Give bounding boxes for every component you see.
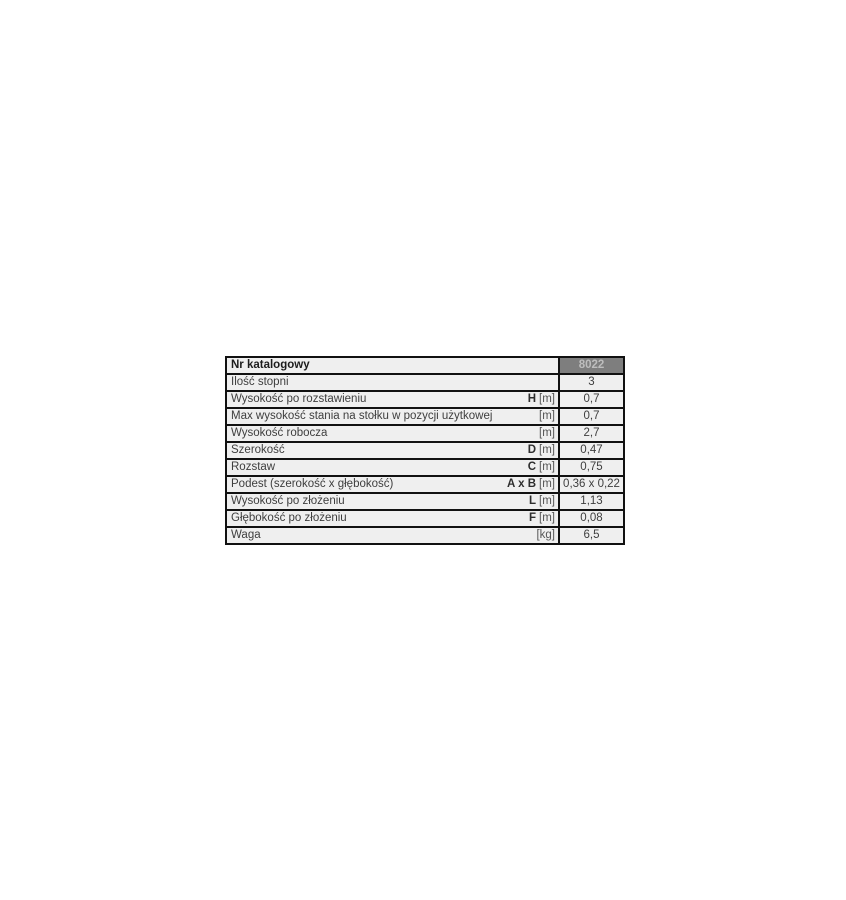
parameter-inner: [227, 444, 558, 457]
value-cell: 8022: [559, 357, 624, 374]
parameter-inner: [227, 461, 558, 474]
parameter-label: Max wysokość stania na stołku w pozycji użytkowej: [231, 410, 493, 422]
parameter-cell: [226, 510, 559, 527]
parameter-label: Głębokość po złożeniu: [231, 512, 347, 524]
parameter-unit-group: [522, 444, 555, 457]
parameter-inner: [227, 359, 558, 372]
parameter-label: Rozstaw: [231, 461, 276, 473]
value-cell: 6,5: [559, 527, 624, 544]
dimension-letter: A x B: [507, 478, 537, 490]
dimension-letter: C: [527, 461, 537, 473]
table-row: [226, 374, 624, 391]
parameter-unit-group: [523, 495, 555, 508]
parameter-inner: [227, 529, 558, 542]
value-cell: 0,47: [559, 442, 624, 459]
dimension-letter: D: [527, 444, 537, 456]
parameter-label: Wysokość robocza: [231, 427, 328, 439]
value-cell: 0,36 x 0,22: [559, 476, 624, 493]
parameter-cell: [226, 527, 559, 544]
value-cell: 0,75: [559, 459, 624, 476]
parameter-unit-group: [530, 529, 555, 542]
parameter-inner: [227, 410, 558, 423]
parameter-cell: [226, 476, 559, 493]
unit-label: [m]: [539, 495, 555, 507]
parameter-cell: [226, 459, 559, 476]
parameter-cell: [226, 442, 559, 459]
parameter-label: Ilość stopni: [231, 376, 289, 388]
parameter-cell: [226, 408, 559, 425]
table-row: [226, 459, 624, 476]
value-cell: 0,08: [559, 510, 624, 527]
table-row: [226, 510, 624, 527]
table-row: [226, 357, 624, 374]
parameter-inner: [227, 495, 558, 508]
parameter-label: Wysokość po złożeniu: [231, 495, 345, 507]
dimension-letter: H: [527, 393, 537, 405]
parameter-unit-group: [501, 478, 555, 491]
parameter-inner: [227, 427, 558, 440]
parameter-cell: [226, 425, 559, 442]
table-row: [226, 391, 624, 408]
parameter-label: Nr katalogowy: [231, 359, 310, 371]
value-cell: 0,7: [559, 408, 624, 425]
parameter-cell: [226, 374, 559, 391]
unit-label: [m]: [539, 444, 555, 456]
table-row: [226, 476, 624, 493]
value-cell: 3: [559, 374, 624, 391]
unit-label: [kg]: [536, 529, 555, 541]
parameter-inner: [227, 478, 558, 491]
parameter-cell: [226, 357, 559, 374]
parameter-label: Podest (szerokość x głębokość): [231, 478, 394, 490]
value-cell: 0,7: [559, 391, 624, 408]
dimension-letter: L: [528, 495, 537, 507]
spec-table-body: [226, 357, 624, 544]
parameter-unit-group: [522, 393, 555, 406]
parameter-unit-group: [523, 512, 555, 525]
parameter-cell: [226, 493, 559, 510]
value-cell: 1,13: [559, 493, 624, 510]
unit-label: [m]: [539, 461, 555, 473]
parameter-unit-group: [533, 410, 555, 423]
value-cell: 2,7: [559, 425, 624, 442]
table-row: [226, 527, 624, 544]
unit-label: [m]: [539, 393, 555, 405]
parameter-label: Waga: [231, 529, 261, 541]
unit-label: [m]: [539, 410, 555, 422]
parameter-unit-group: [522, 461, 555, 474]
unit-label: [m]: [539, 512, 555, 524]
parameter-inner: [227, 393, 558, 406]
parameter-label: Wysokość po rozstawieniu: [231, 393, 367, 405]
parameter-inner: [227, 512, 558, 525]
parameter-unit-group: [533, 427, 555, 440]
table-row: [226, 493, 624, 510]
table-row: [226, 442, 624, 459]
parameter-label: Szerokość: [231, 444, 285, 456]
unit-label: [m]: [539, 478, 555, 490]
dimension-letter: F: [528, 512, 537, 524]
table-row: [226, 408, 624, 425]
spec-table: [225, 356, 625, 545]
parameter-cell: [226, 391, 559, 408]
unit-label: [m]: [539, 427, 555, 439]
table-row: [226, 425, 624, 442]
parameter-inner: [227, 376, 558, 389]
